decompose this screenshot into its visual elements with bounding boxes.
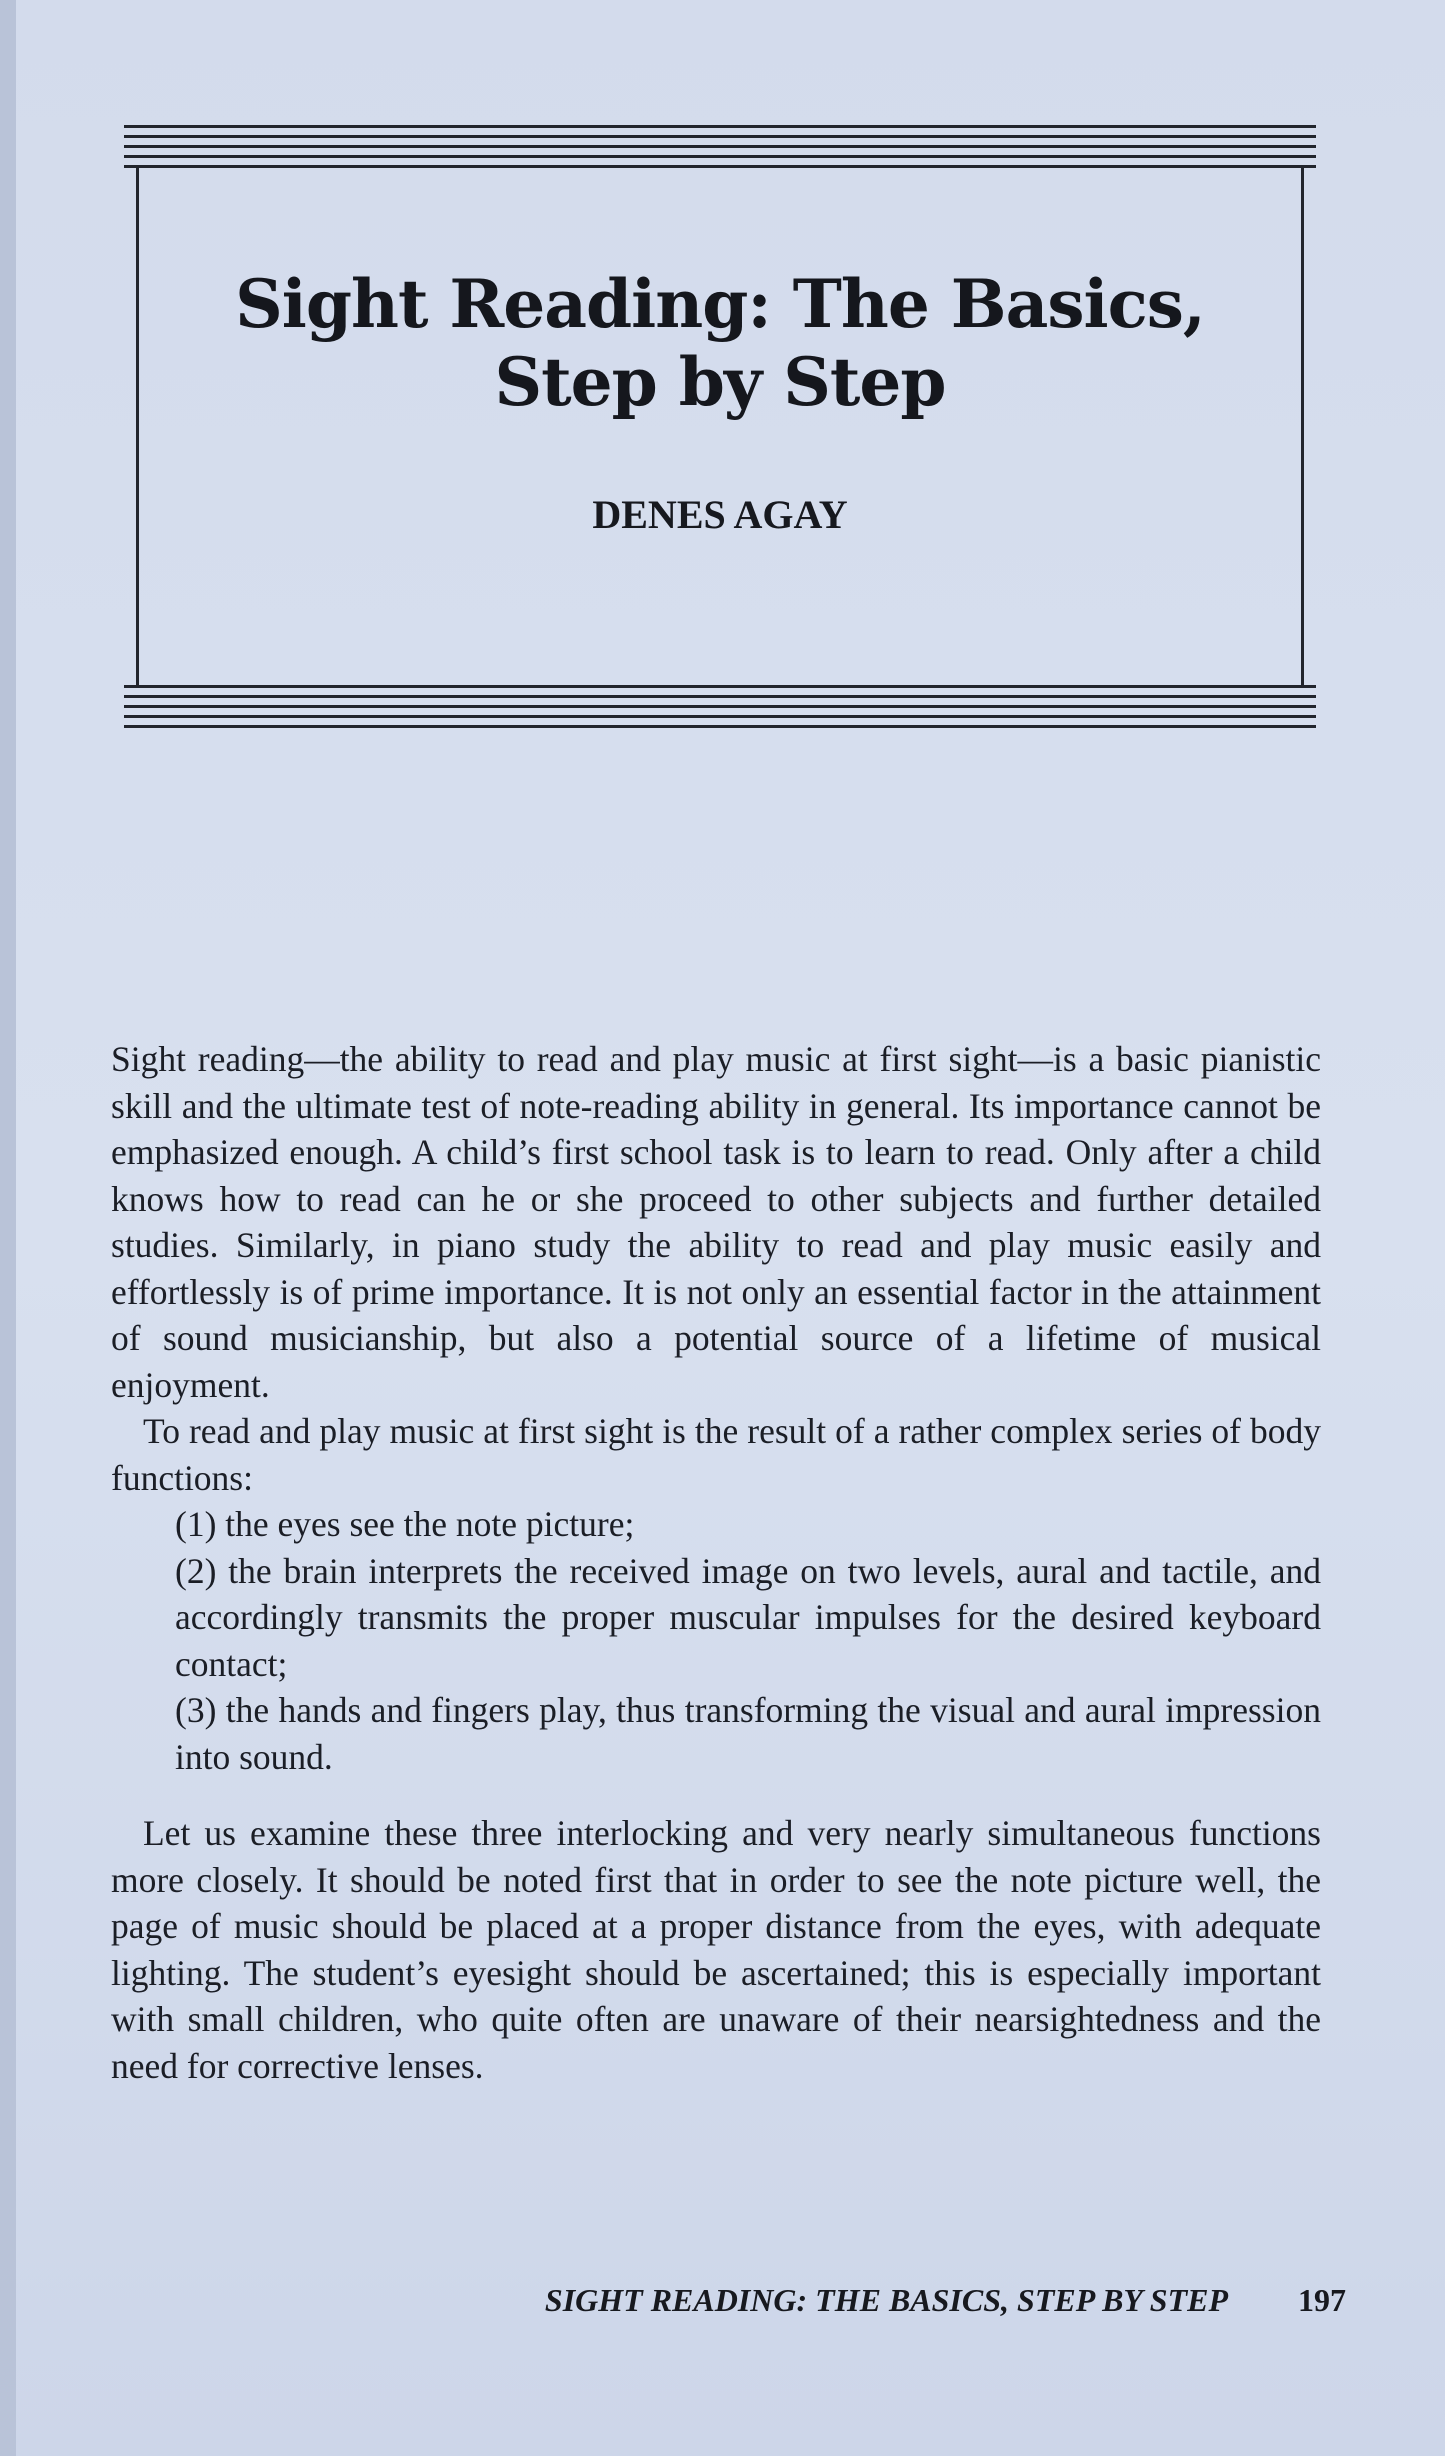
- title-box-left-border: [136, 165, 139, 688]
- list-item: (3) the hands and fingers play, thus transforming the visual and aural impression into sound.: [175, 1690, 1321, 1777]
- title-box-right-border: [1301, 165, 1304, 688]
- page-edge: [0, 0, 16, 2456]
- chapter-title-line-2: Step by Step: [494, 343, 946, 421]
- page-footer: [516, 2282, 1346, 2319]
- chapter-title: [164, 265, 1276, 421]
- body-function-list: [111, 1501, 1321, 1780]
- chapter-title-line-1: Sight Reading: The Basics,: [235, 265, 1205, 343]
- book-page: [16, 0, 1445, 2456]
- top-staff-lines: [124, 125, 1316, 171]
- page-number: 197: [1298, 2282, 1346, 2318]
- body-paragraph-3: Let us examine these three interlocking and very nearly simultaneous functions more closely. It should be noted first that in order to see the note picture well, the page of music should be placed at a proper distance from the eyes, with adequate lighting. The student’s eyesight should be ascertained; this is especially important with small children, who quite often are unaware of their nearsightedness and the need for corrective lenses.: [111, 1813, 1321, 2086]
- running-head: SIGHT READING: THE BASICS, STEP BY STEP: [544, 2282, 1228, 2318]
- body-paragraph-2: To read and play music at first sight is the result of a rather complex series of body functions:: [111, 1411, 1321, 1498]
- author-name: DENES AGAY: [592, 492, 848, 537]
- bottom-staff-lines: [124, 685, 1316, 731]
- list-item: (2) the brain interprets the received image on two levels, aural and tactile, and accordingly transmits the proper muscular impulses for the desired keyboard contact;: [175, 1550, 1321, 1684]
- title-box: [124, 125, 1316, 731]
- body-paragraph-1: Sight reading—the ability to read and play music at first sight—is a basic pianistic skill and the ultimate test of note-reading ability in general. Its importance cannot be emphasized enough. A child’s first school task is to learn to read. Only after a child knows how to read can he or she proceed to other subjects and further detailed studies. Similarly, in piano study the ability to read and play music easily and effortlessly is of prime importance. It is not only an essential factor in the attainment of sound musicianship, but also a potential source of a lifetime of musical enjoyment.: [111, 1039, 1321, 1405]
- list-item: (1) the eyes see the note picture;: [175, 1504, 635, 1544]
- chapter-body: [111, 1036, 1321, 2089]
